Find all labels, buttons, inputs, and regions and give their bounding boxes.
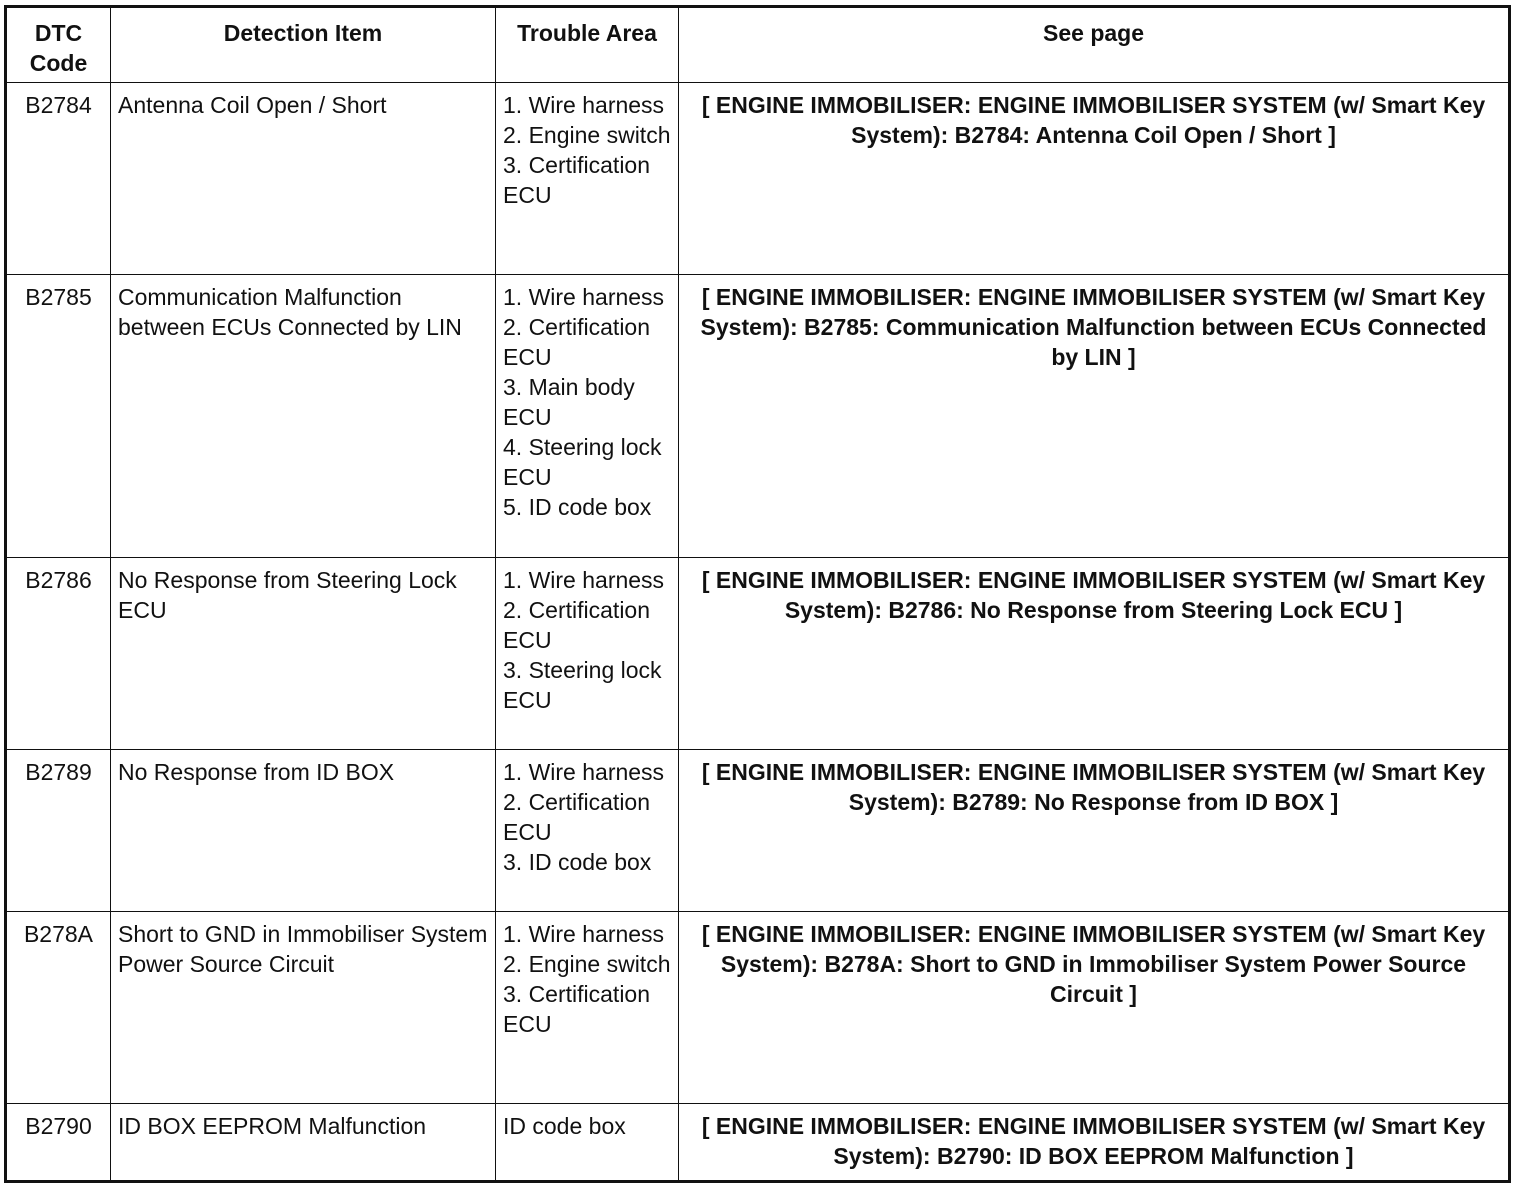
trouble-area-entry: 1. Wire harness xyxy=(503,284,665,310)
see-page-link[interactable]: [ ENGINE IMMOBILISER: ENGINE IMMOBILISER SYSTEM (w/ Smart Key System): B2790: ID BOX EEPROM Malfunction ] xyxy=(679,1104,1510,1182)
trouble-area-entry: ID code box xyxy=(503,1113,626,1139)
trouble-area-cell xyxy=(496,83,679,275)
table-row xyxy=(6,83,1510,275)
trouble-area-entry: 1. Wire harness xyxy=(503,567,665,593)
see-page-link[interactable]: [ ENGINE IMMOBILISER: ENGINE IMMOBILISER SYSTEM (w/ Smart Key System): B278A: Short to GND in Immobiliser System Power Source Circuit ] xyxy=(679,912,1510,1104)
header-trouble-area: Trouble Area xyxy=(496,7,679,83)
header-dtc-code-line1: DTC xyxy=(34,20,83,46)
dtc-code-cell: B2784 xyxy=(6,83,111,275)
header-dtc-code-line2: Code xyxy=(29,50,88,76)
dtc-code-cell: B278A xyxy=(6,912,111,1104)
table-header-row xyxy=(6,7,1510,83)
table-row xyxy=(6,750,1510,912)
table-row xyxy=(6,1104,1510,1182)
see-page-link[interactable]: [ ENGINE IMMOBILISER: ENGINE IMMOBILISER SYSTEM (w/ Smart Key System): B2785: Communication Malfunction between ECUs Connected by LIN ] xyxy=(679,275,1510,558)
trouble-area-entry: 4. Steering lock ECU xyxy=(503,434,662,490)
header-detection-item: Detection Item xyxy=(111,7,496,83)
dtc-code-cell: B2786 xyxy=(6,558,111,750)
dtc-code-cell: B2789 xyxy=(6,750,111,912)
trouble-area-entry: 1. Wire harness xyxy=(503,92,665,118)
trouble-area-entry: 3. Steering lock ECU xyxy=(503,657,662,713)
detection-item-cell: No Response from Steering Lock ECU xyxy=(111,558,496,750)
trouble-area-entry: 3. ID code box xyxy=(503,849,652,875)
detection-item-cell: Communication Malfunction between ECUs Connected by LIN xyxy=(111,275,496,558)
header-dtc-code xyxy=(6,7,111,83)
trouble-area-entry: 2. Certification ECU xyxy=(503,597,651,653)
see-page-link[interactable]: [ ENGINE IMMOBILISER: ENGINE IMMOBILISER SYSTEM (w/ Smart Key System): B2784: Antenna Coil Open / Short ] xyxy=(679,83,1510,275)
trouble-area-entry: 1. Wire harness xyxy=(503,921,665,947)
trouble-area-entry: 2. Engine switch xyxy=(503,951,671,977)
detection-item-cell: Antenna Coil Open / Short xyxy=(111,83,496,275)
detection-item-cell: Short to GND in Immobiliser System Power Source Circuit xyxy=(111,912,496,1104)
see-page-link[interactable]: [ ENGINE IMMOBILISER: ENGINE IMMOBILISER SYSTEM (w/ Smart Key System): B2789: No Response from ID BOX ] xyxy=(679,750,1510,912)
trouble-area-entry: 3. Main body ECU xyxy=(503,374,635,430)
trouble-area-cell xyxy=(496,912,679,1104)
trouble-area-entry: 3. Certification ECU xyxy=(503,152,651,208)
table-row xyxy=(6,558,1510,750)
detection-item-cell: ID BOX EEPROM Malfunction xyxy=(111,1104,496,1182)
trouble-area-entry: 2. Engine switch xyxy=(503,122,671,148)
dtc-table xyxy=(4,5,1511,1183)
header-see-page: See page xyxy=(679,7,1510,83)
table-row xyxy=(6,912,1510,1104)
detection-item-cell: No Response from ID BOX xyxy=(111,750,496,912)
trouble-area-cell xyxy=(496,750,679,912)
trouble-area-entry: 2. Certification ECU xyxy=(503,789,651,845)
trouble-area-entry: 5. ID code box xyxy=(503,494,652,520)
table-row xyxy=(6,275,1510,558)
trouble-area-cell xyxy=(496,275,679,558)
trouble-area-cell xyxy=(496,558,679,750)
trouble-area-entry: 3. Certification ECU xyxy=(503,981,651,1037)
trouble-area-entry: 1. Wire harness xyxy=(503,759,665,785)
trouble-area-cell xyxy=(496,1104,679,1182)
dtc-code-cell: B2785 xyxy=(6,275,111,558)
dtc-code-cell: B2790 xyxy=(6,1104,111,1182)
see-page-link[interactable]: [ ENGINE IMMOBILISER: ENGINE IMMOBILISER SYSTEM (w/ Smart Key System): B2786: No Response from Steering Lock ECU ] xyxy=(679,558,1510,750)
trouble-area-entry: 2. Certification ECU xyxy=(503,314,651,370)
